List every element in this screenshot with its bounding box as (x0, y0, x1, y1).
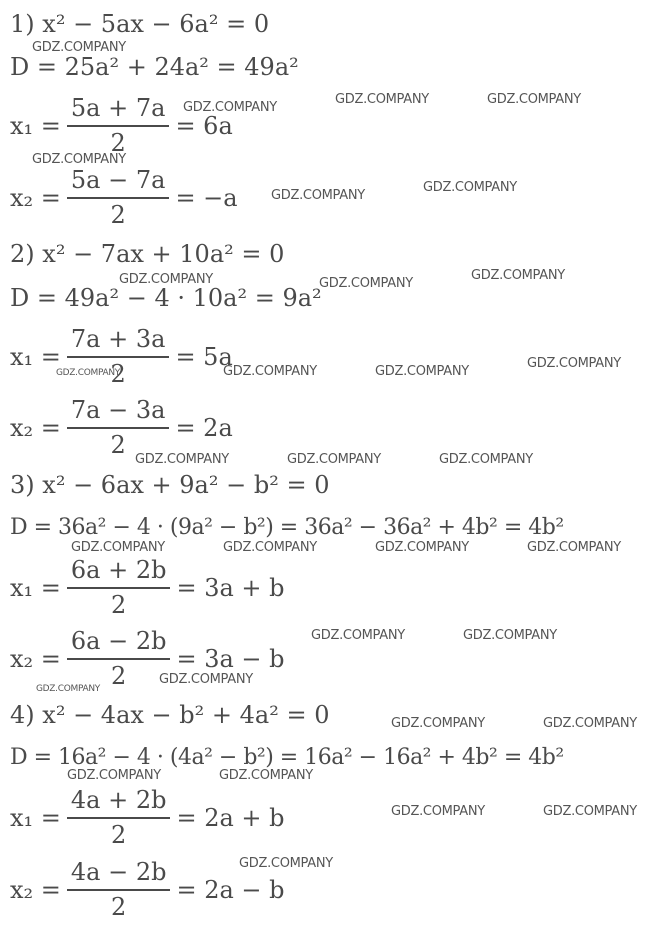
problem-4-discriminant: D = 16a² − 4 · (4a² − b²) = 16a² − 16a² + 4b² = 4b² (10, 745, 564, 770)
watermark-text: GDZ.COMPANY (543, 716, 637, 731)
problem-2-equation (10, 240, 284, 268)
watermark-text: GDZ.COMPANY (463, 628, 557, 643)
fraction-denominator: 2 (110, 129, 126, 157)
watermark-text: GDZ.COMPANY (271, 188, 365, 203)
fraction-numerator: 7a − 3a (67, 396, 170, 429)
x1-label: x₁ = (10, 111, 61, 140)
watermark-text: GDZ.COMPANY (311, 628, 405, 643)
problem-4-number: 4) (10, 701, 35, 729)
fraction (67, 325, 170, 388)
watermark-text: GDZ.COMPANY (183, 100, 277, 115)
x1-label: x₁ = (10, 573, 61, 602)
fraction-denominator: 2 (110, 431, 126, 459)
x2-label: x₂ = (10, 644, 61, 673)
fraction-numerator: 5a + 7a (67, 94, 170, 127)
x1-result: = 2a + b (176, 803, 285, 832)
watermark-text: GDZ.COMPANY (36, 684, 101, 694)
problem-2-discriminant: D = 49a² − 4 · 10a² = 9a² (10, 284, 322, 312)
problem-3-equation-text: x² − 6ax + 9a² − b² = 0 (42, 471, 330, 499)
watermark-text: GDZ.COMPANY (223, 364, 317, 379)
problem-1-number: 1) (10, 10, 35, 38)
problem-1-root-x2 (10, 166, 238, 229)
problem-3-discriminant: D = 36a² − 4 · (9a² − b²) = 36a² − 36a² + 4b² = 4b² (10, 515, 564, 540)
fraction-numerator: 6a + 2b (67, 556, 171, 589)
problem-2-equation-text: x² − 7ax + 10a² = 0 (42, 240, 285, 268)
fraction-numerator: 6a − 2b (67, 627, 171, 660)
problem-3-root-x1 (10, 556, 285, 619)
watermark-text: GDZ.COMPANY (159, 672, 253, 687)
fraction (67, 556, 171, 619)
problem-4-root-x1 (10, 786, 285, 849)
watermark-text: GDZ.COMPANY (287, 452, 381, 467)
fraction (67, 786, 171, 849)
fraction (67, 94, 170, 157)
fraction-numerator: 7a + 3a (67, 325, 170, 358)
problem-1-discriminant: D = 25a² + 24a² = 49a² (10, 53, 299, 81)
fraction-denominator: 2 (110, 201, 126, 229)
problem-1-equation (10, 10, 269, 38)
watermark-text: GDZ.COMPANY (471, 268, 565, 283)
watermark-text: GDZ.COMPANY (32, 152, 126, 167)
fraction-numerator: 4a + 2b (67, 786, 171, 819)
watermark-text: GDZ.COMPANY (135, 452, 229, 467)
x1-result: = 5a (175, 342, 233, 371)
problem-2-root-x2 (10, 396, 233, 459)
watermark-text: GDZ.COMPANY (391, 804, 485, 819)
fraction-denominator: 2 (111, 821, 127, 849)
fraction-denominator: 2 (110, 360, 126, 388)
watermark-text: GDZ.COMPANY (335, 92, 429, 107)
watermark-text: GDZ.COMPANY (119, 272, 213, 287)
x2-label: x₂ = (10, 875, 61, 904)
watermark-text: GDZ.COMPANY (223, 540, 317, 555)
watermark-text: GDZ.COMPANY (487, 92, 581, 107)
watermark-text: GDZ.COMPANY (32, 40, 126, 55)
x2-result: = 2a (175, 413, 233, 442)
watermark-text: GDZ.COMPANY (527, 540, 621, 555)
problem-2-number: 2) (10, 240, 35, 268)
fraction-denominator: 2 (111, 893, 127, 921)
fraction (67, 858, 171, 921)
fraction (67, 166, 170, 229)
watermark-text: GDZ.COMPANY (439, 452, 533, 467)
x2-result: = 3a − b (176, 644, 285, 673)
watermark-text: GDZ.COMPANY (67, 768, 161, 783)
problem-3-equation (10, 471, 329, 499)
watermark-text: GDZ.COMPANY (319, 276, 413, 291)
watermark-text: GDZ.COMPANY (56, 368, 121, 378)
watermark-text: GDZ.COMPANY (219, 768, 313, 783)
problem-4-equation (10, 701, 329, 729)
problem-3-number: 3) (10, 471, 35, 499)
x2-result: = −a (175, 183, 238, 212)
x2-result: = 2a − b (176, 875, 285, 904)
fraction-numerator: 4a − 2b (67, 858, 171, 891)
fraction-denominator: 2 (111, 662, 127, 690)
x1-result: = 3a + b (176, 573, 285, 602)
fraction-numerator: 5a − 7a (67, 166, 170, 199)
problem-4-equation-text: x² − 4ax − b² + 4a² = 0 (42, 701, 330, 729)
x1-label: x₁ = (10, 342, 61, 371)
watermark-text: GDZ.COMPANY (391, 716, 485, 731)
watermark-text: GDZ.COMPANY (375, 540, 469, 555)
watermark-text: GDZ.COMPANY (543, 804, 637, 819)
x2-label: x₂ = (10, 413, 61, 442)
watermark-text: GDZ.COMPANY (527, 356, 621, 371)
fraction-denominator: 2 (111, 591, 127, 619)
x1-label: x₁ = (10, 803, 61, 832)
watermark-text: GDZ.COMPANY (239, 856, 333, 871)
x1-result: = 6a (175, 111, 233, 140)
fraction (67, 396, 170, 459)
watermark-text: GDZ.COMPANY (423, 180, 517, 195)
watermark-text: GDZ.COMPANY (71, 540, 165, 555)
fraction (67, 627, 171, 690)
problem-1-equation-text: x² − 5ax − 6a² = 0 (42, 10, 270, 38)
problem-2-root-x1 (10, 325, 233, 388)
x2-label: x₂ = (10, 183, 61, 212)
watermark-text: GDZ.COMPANY (375, 364, 469, 379)
